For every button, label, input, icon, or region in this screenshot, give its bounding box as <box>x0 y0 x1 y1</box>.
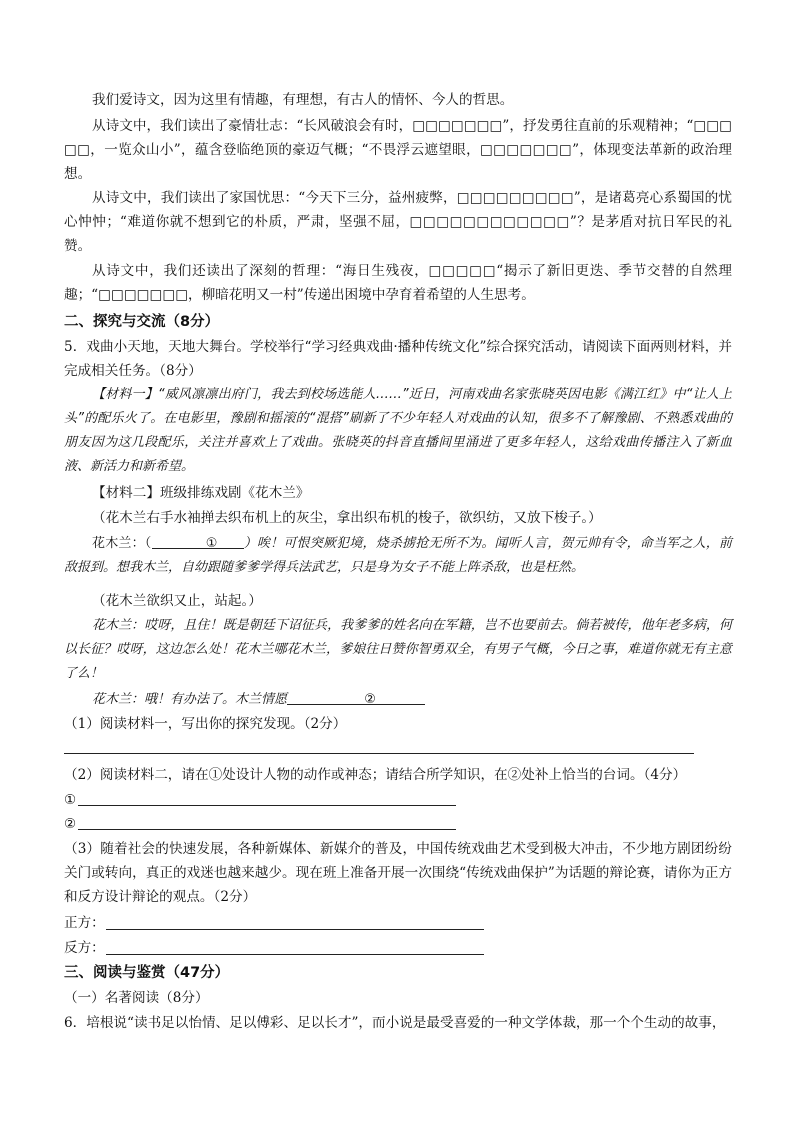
answer-line-2a[interactable] <box>78 805 456 806</box>
section-two-heading: 二、探究与交流（8分） <box>64 314 220 330</box>
mulan-line-3 <box>64 688 732 712</box>
con-label: 反方： <box>64 940 105 956</box>
classics-reading-heading: （一）名著阅读（8分） <box>64 990 209 1006</box>
mulan-line-1 <box>64 532 732 580</box>
speaker-label: 花木兰：（ <box>92 536 152 551</box>
pro-label: 正方： <box>64 915 105 931</box>
subquestion-3: （3）随着社会的快速发展，各种新媒体、新媒介的普及，中国传统戏曲艺术受到极大冲击，不少地方剧团纷纷关门或转向，真正的戏迷也越来越少。现在班上准备开展一次围绕“传统戏曲保护”为话题的辩论赛，请你为正方和反方设计辩论的观点。（2分） <box>64 841 732 905</box>
blank-1-marker: ① <box>205 536 218 551</box>
material-one: 【材料一】“威风凛凛出府门，我去到校场选能人……”近日，河南戏曲名家张晓英因电影《满江红》中“让人上头”的配乐火了。在电影里，豫剧和摇滚的“混搭”刷新了不少年轻人对戏曲的认知，很多不了解豫剧、不熟悉戏曲的朋友因为这几段配乐，关注并喜欢上了戏曲。张晓英的抖音直播间里涌进了更多年轻人，这给戏曲传播注入了新血液、新活力和新希望。 <box>64 387 732 474</box>
question-6: 6．培根说“读书足以怡情、足以傅彩、足以长才”，而小说是最受喜爱的一种文学体裁，那一个个生动的故事， <box>64 1015 726 1031</box>
paragraph-philosophy: 从诗文中，我们还读出了深刻的哲理：“海日生残夜，□□□□□“揭示了新旧更迭、季节交替的自然理趣；“□□□□□□□，柳暗花明又一村”传递出困境中孕育着希望的人生思考。 <box>64 263 732 303</box>
con-answer-line[interactable] <box>106 954 484 955</box>
question-5: 5．戏曲小天地，天地大舞台。学校举行“学习经典戏曲·播种传统文化”综合探究活动，请阅读下面两则材料，并完成相关任务。（8分） <box>64 339 732 379</box>
answer-mark-1: ① <box>64 792 77 808</box>
stage-direction-2: （花木兰欲织又止，站起。） <box>92 593 262 609</box>
mulan-line-1-text: ）唉！可恨突厥犯境，烧杀掳抢无所不为。闻听人言，贺元帅有令，命当军之人，前敌报到。想我木兰，自幼跟随爹爹学得兵法武艺，只是身为女子不能上阵杀敌，也是枉然。 <box>64 536 732 575</box>
blank-1[interactable] <box>152 532 244 549</box>
pro-answer-line[interactable] <box>106 929 484 930</box>
blank-2-marker: ② <box>364 692 376 707</box>
stage-direction-1: （花木兰右手水袖掸去织布机上的灰尘，拿出织布机的梭子，欲织纺，又放下梭子。） <box>92 510 602 526</box>
blank-2[interactable] <box>287 688 425 705</box>
answer-mark-2: ② <box>64 816 77 832</box>
subquestion-2: （2）阅读材料二，请在①处设计人物的动作或神态；请结合所学知识，在②处补上恰当的台词。（4分） <box>64 767 687 783</box>
paragraph-heroic: 从诗文中，我们读出了豪情壮志：“长风破浪会有时，□□□□□□□”，抒发勇往直前的乐观精神；“□□□□□，一览众山小”，蕴含登临绝顶的豪迈气概；“不畏浮云遮望眼，□□□□□□□”，体现变法革新的政治理想。 <box>64 118 732 182</box>
section-three-heading: 三、阅读与鉴赏（47分） <box>64 965 230 981</box>
mulan-line-3-text: 花木兰：哦！有办法了。木兰情愿 <box>92 692 288 707</box>
material-two-title: 【材料二】班级排练戏剧《花木兰》 <box>92 485 310 501</box>
paragraph-intro: 我们爱诗文，因为这里有情趣，有理想，有古人的情怀、今人的哲思。 <box>92 92 514 108</box>
answer-line-1[interactable] <box>64 753 694 754</box>
paragraph-patriotic: 从诗文中，我们读出了家国忧思：“今天下三分，益州疲弊，□□□□□□□□□”，是诸葛亮心系蜀国的忧心忡忡；“难道你就不想到它的朴质，严肃，坚强不屈，□□□□□□□□□□□□”？是茅盾对抗日军民的礼赞。 <box>64 190 732 254</box>
subquestion-1: （1）阅读材料一，写出你的探究发现。（2分） <box>64 716 347 732</box>
answer-line-2b[interactable] <box>78 829 456 830</box>
mulan-line-2: 花木兰：哎呀，且住！既是朝廷下诏征兵，我爹爹的姓名向在军籍，岂不也要前去。倘若被传，他年老多病，何以长征？哎呀，这边怎么处！花木兰哪花木兰，爹娘往日赞你智勇双全，有男子气概，今日之事，难道你就无有主意了么！ <box>64 618 732 681</box>
